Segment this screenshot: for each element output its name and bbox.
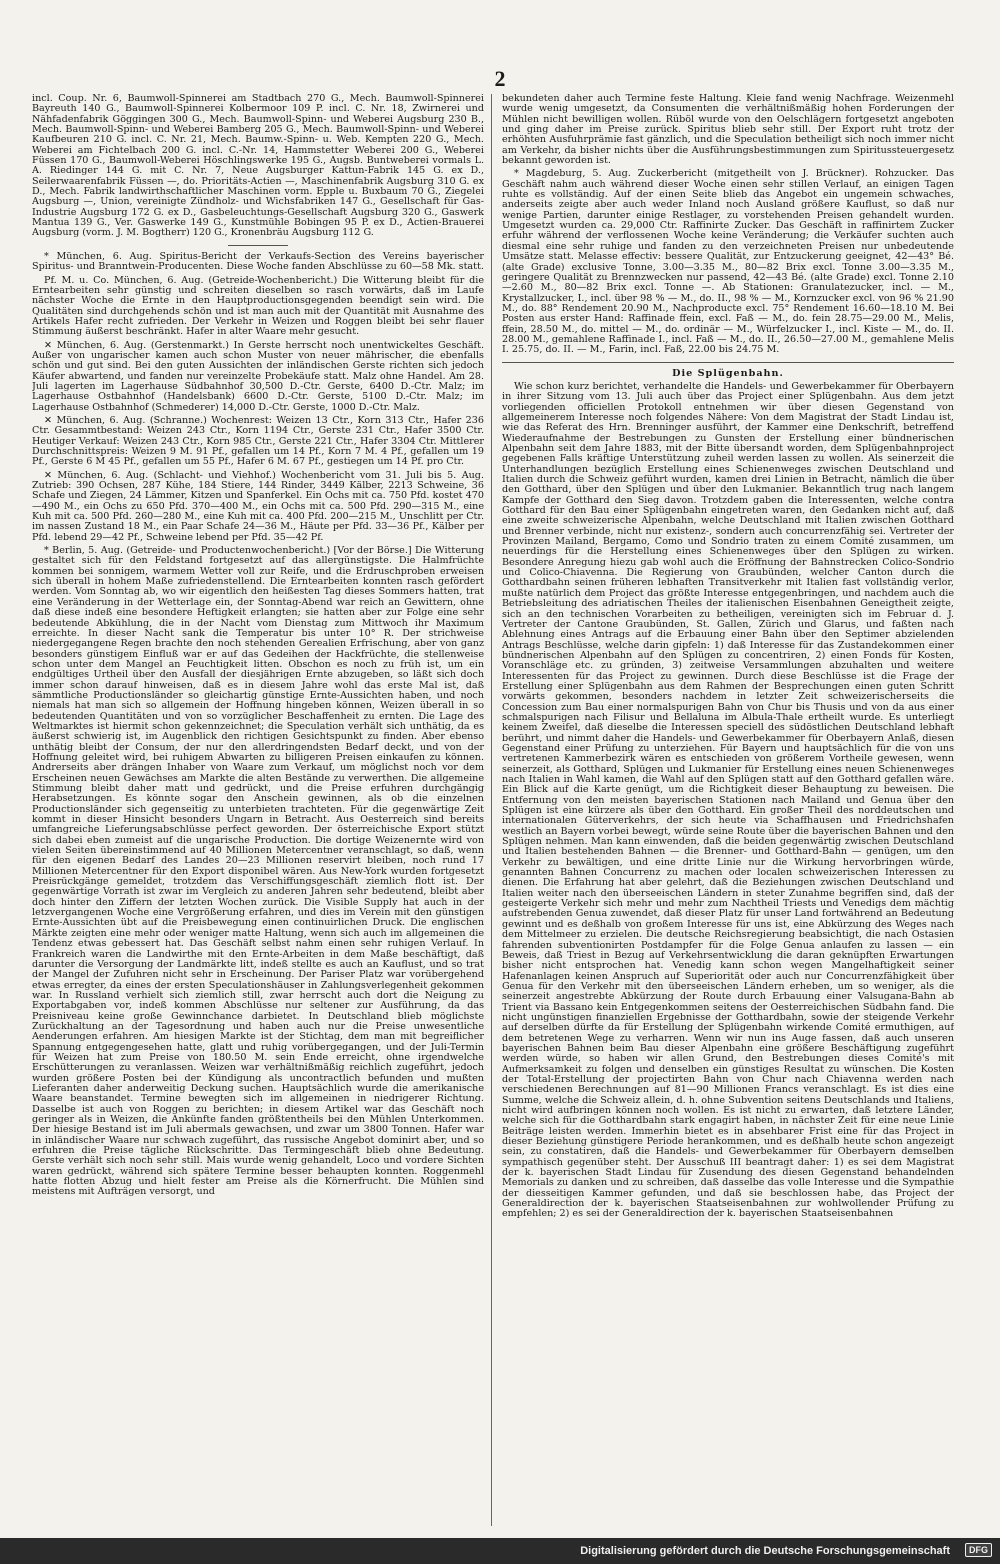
barley-market-munich: ✕ München, 6. Aug. (Gerstenmarkt.) In Gerste herrscht noch unentwickeltes Geschäft. Außer von ungarischer kamen auch schon Muster von neuer mährischer, die ebenfalls schön und gut sind. Bei den guten Aussichten der inländischen Gerste richten sich jedoch Käufer abwartend, und fanden nur vereinzelte Probekäufe statt. Malz ohne Handel. Am 28. Juli lagerten im Lagerhause Südbahnhof 30,500 D.-Ctr. Gerste, 6400 D.-Ctr. Malz; im Lagerhause Ostbahnhof (Handelsbank) 6600 D.-Ctr. Gerste, 5100 D.-Ctr. Malz; im Lagerhause Ostbahnhof (Schmederer) 14,000 D.-Ctr. Gerste, 1000 D.-Ctr. Malz. — [32, 339, 484, 413]
page-number: 2 — [494, 66, 506, 91]
spluegenbahn-article: Wie schon kurz berichtet, verhandelte die Handels- und Gewerbekammer für Oberbayern in ihrer Sitzung vom 13. Juli auch über das Project einer Splügenbahn. Aus dem jetzt vorliegenden officiellen Protokoll entnehmen wir über diesen Gegenstand von allgemeinerem Interesse noch folgendes Nähere: Von dem Magistrat der Stadt Lindau ist, wie das Referat des Hrn. Brenninger ausführt, der Kammer eine Denkschrift, betreffend Wiederaufnahme der Bestrebungen zu Gunsten der Erstellung einer bündnerischen Alpenbahn seit dem Jahre 1883, mit der Bitte übersandt worden, dem Splügenbahnproject gegebenen Falls kräftige Unterstützung zuheil werden lassen zu wollen. Als seinerzeit die Unterhandlungen bezüglich Erstellung eines Schienenweges zwischen Deutschland und Italien durch die Schweiz geführt wurden, kamen drei Linien in Betracht, nämlich die über den Gotthard, über den Splügen und über den Lukmanier. Bekanntlich trug nach langem Kampfe der Gotthard den Sieg davon. Trotzdem gaben die Interessenten, welche contra Gotthard für den Bau einer Splügenbahn eingetreten waren, den Gedanken nicht auf, daß eine zweite schweizerische Alpenbahn, welche Deutschland mit Italien zwischen Gotthard und Brenner verbinde, nicht nur existenz-, sondern auch concurrenzfähig sei. Vertreter der Provinzen Mailand, Bergamo, Como und Sondrio traten zu einem Comité zusammen, um neuerdings für die Herstellung eines Schienenweges über den Splügen zu wirken. Besondere Anregung hiezu gab wohl auch die Eröffnung der Bahnstrecken Colico-Sondrio und Colico-Chiavenna. Die Regierung von Graubünden, welcher Canton durch die Gotthardbahn seinen früheren lebhaften Transitverkehr mit Italien fast vollständig verlor, mußte natürlich dem Project das größte Interesse entgegenbringen, und nachdem auch die Betriebsleitung des adriatischen Theiles der italienischen Eisenbahnen Geneigtheit zeigte, sich an den technischen Vorarbeiten zu betheiligen, vereinigten sich im Februar d. J. Vertreter der Cantone Graubünden, St. Gallen, Zürich und Glarus, und faßten nach Ablehnung eines Antrags auf die Erbauung einer Bahn über den Septimer abzielenden Antrags Beschlüsse, welche darin gipfeln: 1) daß Interesse für das Zustandekommen einer bündnerischen Alpenbahn auf den Splügen zu concentriren, 2) einen Fonds für Kosten, Voranschläge etc. zu gründen, 3) zeitweise Versammlungen abzuhalten und weitere Interessenten für das Project zu gewinnen. Durch diese Beschlüsse ist die Frage der Erstellung einer Splügenbahn aus dem Rahmen der Besprechungen einen guten Schritt vorwärts gekommen, besonders nachdem in letzter Zeit schweizerischerseits die Concession zum Bau einer normalspurigen Bahn von Chur bis Thusis und von da aus einer schmalspurigen nach Filisur und Bellaluna im Albula-Thale ertheilt wurde. Es unterliegt keinem Zweifel, daß dieselbe die Interessen speciell des südöstlichen Deutschland lebhaft berührt, und nimmt daher die Handels- und Gewerbekammer für Oberbayern Anlaß, diesen Gegenstand einer Prüfung zu unterziehen. Für Bayern und hauptsächlich für die von uns vertretenen Kammerbezirk wären es entschieden von größerem Vortheile gewesen, wenn seinerzeit, als Gotthard, Splügen und Lukmanier für Erstellung eines neuen Schienenweges nach Italien in Wahl kamen, die Wahl auf den Splügen statt auf den Gotthard gefallen wäre. Ein Blick auf die Karte genügt, um die Richtigkeit dieser Behauptung zu beweisen. Die Entfernung von den meisten bayerischen Stationen nach Mailand und Genua über den Splügen ist eine kürzere als über den Gotthard. Ein großer Theil des norddeutschen und internationalen Güterverkehrs, der sich heute via Schaffhausen und Friedrichshafen westlich an Bayern vorbei bewegt, würde seine Route über die bayerischen Bahnen und den Splügen nehmen. Man kann einwenden, daß die beiden gegenwärtig zwischen Deutschland und Italien bestehenden Bahnen — die Brenner- und Gotthard-Bahn — genügen, um den Verkehr zu bewältigen, und eine dritte Linie nur die Wirkung hervorbringen würde, genannten Bahnen Concurrenz zu machen oder localen schweizerischen Interessen zu dienen. Die Erfahrung hat aber gelehrt, daß die Beziehungen zwischen Deutschland und Italien weiter nach den überseeischen Ländern in steter Zunahme begriffen sind, daß der gesteigerte Verkehr sich mehr und mehr zum Nachtheil Triests und Venedigs dem mächtig aufstrebenden Genua zuwendet, daß dieser Platz für unser Land fortwährend an Bedeutung gewinnt und es deßhalb von großem Interesse für uns ist, eine Abkürzung des Weges nach dem Mittelmeer zu erzielen. Die deutsche Reichsregierung beabsichtigt, die nach Ostasien fahrenden subventionirten Postdampfer für die Folge Genua anlaufen zu lassen — ein Beweis, daß Triest in Bezug auf Verkehrsentwicklung die daran geknüpften Erwartungen bisher nicht entsprochen hat. Venedig kann schon wegen Mangelhaftigkeit seiner Hafenanlagen keinen Anspruch auf Superiorität oder auch nur Concurrenzfähigkeit über Genua für den Verkehr mit den überseeischen Ländern erheben, um so weniger, als die seinerzeit angestrebte Abkürzung der Route durch Erbauung einer Valsugana-Bahn ab Trient via Bassano kein Entgegenkommen seitens der Oesterreichischen Südbahn fand. Die nicht ungünstigen finanziellen Ergebnisse der Gotthardbahn, sowie der steigende Verkehr auf derselben dürfte da für Erstellung der Splügenbahn wirkende Comité ermuthigen, auf dem betretenen Wege zu verharren. Wenn wir nun ins Auge fassen, daß auch unseren bayerischen Bahnen beim Bau dieser Alpenbahn eine größere Beschäftigung zugeführt werden würde, so haben wir allen Grund, den Bestrebungen dieses Comité's mit Aufmerksamkeit zu folgen und denselben ein günstiges Resultat zu wünschen. Die Kosten der Total-Erstellung der projectirten Bahn von Chur nach Chiavenna werden nach verschiedenen Berechnungen auf 81—90 Millionen Francs veranschlagt. Es ist dies eine Summe, welche die Schweiz allein, d. h. ohne Subvention seitens Deutschlands und Italiens, nicht wird aufbringen können noch wollen. Es ist nicht zu erwarten, daß letztere Länder, welche sich für die Gotthardbahn stark engagirt haben, in nächster Zeit für eine neue Linie Beiträge leisten werden. Immerhin bietet es in absehbarer Frist eine für das Project in dieser Beziehung günstigere Periode herankommen, und es deßhalb heute schon angezeigt sein, zu constatiren, daß die Handels- und Gewerbekammer für Oberbayern demselben sympathisch gegenüber steht. Der Ausschuß III beantragt daher: 1) es sei dem Magistrat der k. bayerischen Stadt Lindau für Zusendung des diesen Gegenstand behandelnden Memorials zu danken und zu schreiben, daß dasselbe das volle Interesse und die Sympathie der diesseitigen Kammer gefunden, und daß sie beschlossen habe, das Project der Generaldirection der k. bayerischen Staatseisenbahnen zur wohlwollender Prüfung zu empfehlen; 2) es sei der Generaldirection der k. bayerischen Staatseisenbahnen — [502, 380, 954, 1220]
stock-quotes-paragraph: incl. Coup. Nr. 6, Baumwoll-Spinnerei am Stadtbach 270 G., Mech. Baumwoll-Spinnerei Bayreuth 140 G., Baumwoll-Spinnerei Kolbermoor 109 P. incl. C. Nr. 18, Zwirnerei und Nähfadenfabrik Göggingen 300 G., Mech. Baumwoll-Spinn- und Weberei Augsburg 230 B., Mech. Baumwoll-Spinn- und Weberei Bamberg 205 G., Mech. Baumwoll-Spinn- und Weberei Kaufbeuren 210 G. incl. C. Nr. 21, Mech. Baumw.-Spinn- u. Web. Kempten 220 G., Mech. Weberei am Fichtelbach 200 G. incl. C.-Nr. 14, Hammstetter Weberei 200 G., Weberei Füssen 170 G., Baumwoll-Weberei Höschlingswerke 195 G., Augsb. Buntweberei vormals L. A. Riedinger 144 G. mit C. Nr. 7, Neue Augsburger Kattun-Fabrik 145 G. ex D., Seilerwaarenfabrik Füssen —, do. Prioritäts-Actien —, Maschinenfabrik Augsburg 310 G. ex D., Mech. Fabrik landwirthschaftlicher Maschinen vorm. Epple u. Buxbaum 70 G., Ziegelei Augsburg —, Union, vereinigte Zündholz- und Wichsfabriken 147 G., Gesellschaft für Gas-Industrie Augsburg 172 G. ex D., Gasbeleuchtungs-Gesellschaft Augsburg 320 G., Gaswerk Mantua 139 G., Ver. Gaswerke 149 G., Kunstmühle Bobingen 95 P. ex D., Actien-Brauerei Augsburg (vorm. J. M. Bogtherr) 120 G., Kronenbräu Augsburg 112 G. — [32, 94, 484, 239]
sugar-report-magdeburg: * Magdeburg, 5. Aug. Zuckerbericht (mitgetheilt von J. Brückner). Rohzucker. Das Geschäft nahm auch während dieser Woche einen sehr stillen Verlauf, an einigen Tagen ruhte es vollständig. Auf der einen Seite blieb das Angebot ein ungemein schwaches, anderseits zeigte aber auch weder Inland noch Ausland größere Kauflust, so daß nur wenige Partien, darunter einige Restlager, zu vorstehenden Preisen gehandelt wurden. Umgesetzt wurden ca. 29,000 Ctr. Raffinirte Zucker. Das Geschäft in raffinirtem Zucker erfuhr während der verflossenen Woche keine Veränderung; die Verkäufer suchten auch diesmal eine sehr ruhige und fanden zu den verzeichneten Preisen nur unbedeutende Umsätze statt. Melasse effectiv: bessere Qualität, zur Entzuckerung geeignet, 42—43° Bé. (alte Grade) exclusive Tonne, 3.00—3.35 M., 80—82 Brix excl. Tonne 3.00—3.35 M., geringere Qualität zu Brennzwecken nur passend, 42—43 Bé. (alte Grade) excl. Tonne 2.10—2.60 M., 80—82 Brix excl. Tonne —. Ab Stationen: Granulatezucker, incl. — M., Krystallzucker, I., incl. über 98 % — M., do. II., 98 % — M., Kornzucker excl. von 96 % 21.90 M., do. 88° Rendement 20.90 M., Nachproducte excl. 75° Rendement 16.60—18.10 M. Bei Posten aus erster Hand: Raffinade ffein, excl. Faß — M., do. fein 28.75—29.00 M., Melis, ffein, 28.50 M., do. mittel — M., do. ordinär — M., Würfelzucker I., incl. Kiste — M., do. II. 28.00 M., gemahlene Raffinade I., incl. Faß — M., do. II., 26.50—27.00 M., gemahlene Melis I. 25.75, do. II. — M., Farin, incl. Faß, 22.00 bis 24.75 M. — [502, 168, 954, 356]
footer-credit: Digitalisierung gefördert durch die Deutsche Forschungsgemeinschaft — [580, 1545, 950, 1557]
left-column — [32, 94, 484, 1526]
article-heading: Die Splügenbahn. — [672, 367, 784, 379]
digitization-footer — [0, 1538, 1000, 1564]
grain-weekly-report-munich: Pf. M. u. Co. München, 6. Aug. (Getreide-Wochenbericht.) Die Witterung bleibt für die Erntearbeiten sehr günstig und schreiten dieselben so rasch vorwärts, daß im Laufe nächster Woche die Ernte in den Hauptproductionsgegenden beendigt sein wird. Die Qualitäten sind durchgehends schön und ist man auch mit der Quantität mit Ausnahme des Artikels Hafer recht zufrieden. Der Verkehr in Weizen und Roggen bleibt bei sehr flauer Stimmung äußerst beschränkt. Hafer in alter Waare mehr gesucht. — [32, 274, 484, 338]
divider — [228, 245, 288, 246]
divider — [502, 362, 954, 363]
berlin-report-continued: bekundeten daher auch Termine feste Haltung. Kleie fand wenig Nachfrage. Weizenmehl wurde wenig umgesetzt, da Consumenten die verhältnißmäßig hohen Forderungen der Mühlen nicht bewilligen wollen. Rüböl wurde von den Oelschlägern fortgesetzt angeboten und ging daher im Preise zurück. Spiritus blieb sehr still. Der Export ruht trotz der erhöhten Ausfuhrprämie fast gänzlich, und die Speculation betheiligt sich noch immer nicht am Verkehr, da bisher nichts über die Ausführungsbestimmungen zum Spiritussteuergesetz bekannt geworden ist. — [502, 94, 954, 167]
column-rule — [491, 94, 492, 1526]
grain-report-berlin: * Berlin, 5. Aug. (Getreide- und Productenwochenbericht.) [Vor der Börse.] Die Witterung gestaltet sich für den Feldstand fortgesetzt auf das allergünstigste. Die Halmfrüchte kommen bei sonnigem, warmem Wetter voll zur Reife, und die Erdruschproben erweisen sich überall in hohem Maße zufriedenstellend. Die Erntearbeiten konnten rasch gefördert werden. Vom Sonntag ab, wo wir eigentlich den heißesten Tag dieses Sommers hatten, trat eine Veränderung in der Wetterlage ein, der Sonntag-Abend war reich an Gewittern, ohne daß diese indeß eine besondere Heftigkeit erlangten; sie hatten aber zur Folge eine sehr bedeutende Abkühlung, die in der Nacht vom Dienstag zum Mittwoch ihr Maximum erreichte. In dieser Nacht sank die Temperatur bis unter 10° R. Der strichweise niedergegangene Regen brachte den noch stehenden Gerealien Erfrischung, aber von ganz besonders günstigem Einfluß war er auf das Gedeihen der Hackfrüchte, die stellenweise schon unter dem Mangel an Feuchtigkeit litten. Obschon es noch zu früh ist, um ein endgültiges Urtheil über den Ausfall der diesjährigen Ernte abzugeben, so läßt sich doch immer schon darauf hinweisen, daß es in diesem Jahre wohl das erste Mal ist, daß sämmtliche Productionsländer so gleichartig günstige Ernte-Aussichten haben, und noch niemals hat man sich so allgemein der Hoffnung hingeben können, Weizen überall in so bedeutenden Quantitäten und von so vorzüglicher Beschaffenheit zu ernten. Die Lage des Weltmarktes ist hiermit schon gekennzeichnet; die Speculation verhält sich unthätig, da es äußerst schwierig ist, im Augenblick den richtigen Gesichtspunkt zu finden. Aber ebenso unthätig bleibt der Consum, der nur den allerdringendsten Bedarf deckt, und von der Hoffnung geleitet wird, bei ruhigem Abwarten zu billigeren Preisen einkaufen zu können. Andrerseits aber drängen Inhaber von Waare zum Verkauf, um möglichst noch vor dem Erscheinen neuen Gewächses am Markte die alten Bestände zu verwerthen. Die allgemeine Stimmung bleibt daher matt und gedrückt, und die Preise erfuhren durchgängig Herabsetzungen. Es könnte sogar den Anschein gewinnen, als ob die einzelnen Productionsländer sich gegenseitig zu unterbieten trachteten. Für die gegenwärtige Zeit kommt in dieser Hinsicht besonders Ungarn in Betracht. Aus Oesterreich sind bereits umfangreiche Lieferungsabschlüsse perfect geworden. Der österreichische Export stützt sich dabei eben zumeist auf die ungarische Production. Die dortige Weizenernte wird von vielen Seiten übereinstimmend auf 40 Millionen Metercentner veranschlagt, so daß, wenn für den eigenen Bedarf des Landes 20—23 Millionen reservirt bleiben, noch rund 17 Millionen Metercentner für den Export disponibel wären. Aus New-York wurden fortgesetzt Preisrückgänge gemeldet, trotzdem das Verschiffungsgeschäft ziemlich flott ist. Der gegenwärtige Vorrath ist zwar im Vergleich zu anderen Jahren sehr bedeutend, bleibt aber doch hinter den Ziffern der letzten Wochen zurück. Die Visible Supply hat auch in der letzvergangenen Woche eine Vergrößerung erfahren, und dies im Verein mit den günstigen Ernte-Aussichten übt auf die Preisbewegung einen continuirlichen Druck. Die englischen Märkte zeigten eine mehr oder weniger matte Haltung, wenn sich auch im allgemeinen die Tendenz etwas gebessert hat. Das Geschäft selbst nahm einen sehr ruhigen Verlauf. In Frankreich waren die Landwirthe mit den Ernte-Arbeiten in dem Maße beschäftigt, daß darunter die Versorgung der Landmärkte litt, indeß stellte es auch an Kauflust, und so trat der Mangel der Zufuhren nicht sehr in Erscheinung. Der Pariser Platz war vorübergehend etwas erregter, da eines der ersten Speculationshäuser in Zahlungsverlegenheit gekommen war. In Russland verhielt sich ziemlich still, zwar herrscht auch dort die Neigung zu Exportabgaben vor, indeß kommen Abschlüsse nur seltener zur Ausführung, da das Preisniveau keine große Gewinnchance darbietet. In Deutschland blieb möglichste Zurückhaltung an der Tagesordnung und haben auch nur die Preise unwesentliche Aenderungen erfahren. Am hiesigen Markte ist der Stichtag, dem man mit begreiflicher Spannung entgegengesehen hatte, glatt und ruhig vorübergegangen, und der Juli-Termin für Weizen hat zum Preise von 180.50 M. sein Ende erreicht, ohne irgendwelche Erschütterungen zu veranlassen. Weizen war verhältnißmäßig reichlich zugeführt, jedoch wurden größere Posten bei der Kündigung als uncontractlich befunden und mußten Lieferanten daher anderweitig Deckung suchen. Hauptsächlich wurde die amerikanische Waare beanstandet. Termine bewegten sich im allgemeinen in niedrigerer Richtung. Dasselbe ist auch von Roggen zu berichten; in diesem Artikel war das Geschäft noch geringer als in Weizen, die Ankünfte fanden größtentheils bei den Mühlen Unterkommen. Der hiesige Bestand ist im Juli abermals gewachsen, und zwar um 3800 Tonnen. Hafer war in inländischer Waare nur schwach zugeführt, das russische Angebot dominirt aber, und so erfuhren die Preise tägliche Rückschritte. Das Termingeschäft blieb ohne Bedeutung. Gerste verhält sich noch sehr still. Mais wurde wenig gehandelt, Loco und vordere Sichten waren gedrückt, während sich spätere Termine besser behaupten konnten. Roggenmehl hatte flotten Abzug und hielt fester am Preise als die Körnerfrucht. Die Mühlen sind meistens mit Aufträgen versorgt, und — [32, 545, 484, 1198]
dfg-logo-icon: DFG — [965, 1543, 992, 1557]
right-column — [502, 94, 954, 1526]
livestock-report-munich: ✕ München, 6. Aug. (Schlacht- und Viehhof.) Wochenbericht vom 31. Juli bis 5. Aug. Zutrieb: 390 Ochsen, 287 Kühe, 184 Stiere, 144 Rinder, 3449 Kälber, 2213 Schweine, 36 Schafe und Ziegen, 24 Lämmer, Kitzen und Spanferkel. Ein Ochs mit ca. 750 Pfd. kostet 470—490 M., ein Ochs zu 650 Pfd. 370—400 M., ein Ochs mit ca. 500 Pfd. 290—315 M., eine Kuh mit ca. 500 Pfd. 260—280 M., eine Kuh mit ca. 400 Pfd. 200—215 M., Unschlitt per Ctr. im nassen Zustand 18 M., ein Paar Schafe 24—36 M., Häute per Pfd. 33—36 Pf., Kälber per Pfd. lebend 29—42 Pf., Schweine lebend per Pfd. 35—42 Pf. — [32, 469, 484, 543]
spiritus-report-munich: * München, 6. Aug. Spiritus-Bericht der Verkaufs-Section des Vereins bayerischer Spiritus- und Branntwein-Producenten. Diese Woche fanden Abschlüsse zu 60—58 Mk. statt. — [32, 250, 484, 273]
schranne-report-munich: ✕ München, 6. Aug. (Schranne.) Wochenrest: Weizen 13 Ctr., Korn 313 Ctr., Hafer 236 Ctr. Gesammtbestand: Weizen 243 Ctr., Korn 1194 Ctr., Gerste 231 Ctr., Hafer 3500 Ctr. Heutiger Verkauf: Weizen 243 Ctr., Korn 985 Ctr., Gerste 221 Ctr., Hafer 3304 Ctr. Mittlerer Durchschnittspreis: Weizen 9 M. 91 Pf., gefallen um 14 Pf., Korn 7 M. 4 Pf., gefallen um 19 Pf., Gerste 6 M 45 Pf., gefallen um 55 Pf., Hafer 6 M. 67 Pf., gestiegen um 14 Pf. pro Ctr. — [32, 414, 484, 468]
